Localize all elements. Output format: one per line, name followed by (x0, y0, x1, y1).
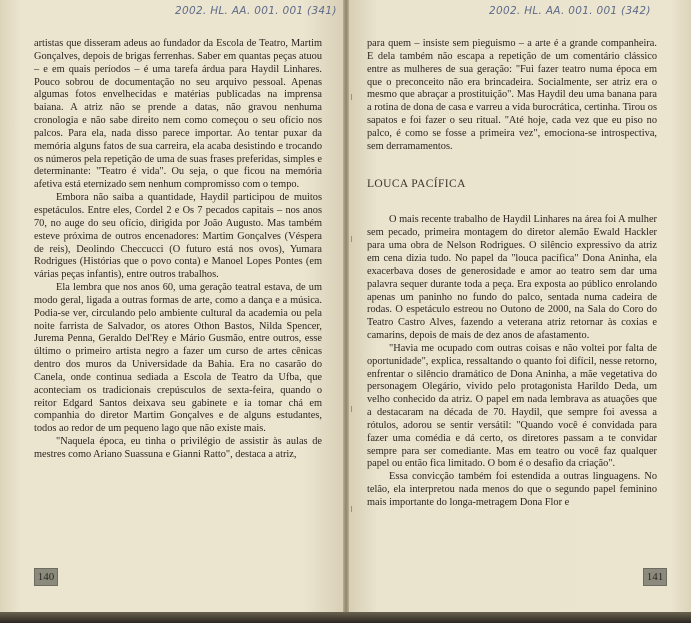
book-gutter (343, 0, 349, 616)
page-number-left: 140 (34, 568, 58, 586)
page-bottom-edge (0, 612, 691, 623)
paragraph: para quem – insiste sem pieguismo – a arte é a grande companheira. E dela também não escapa a repetição de um comentário clássico entre as mulheres de sua geração: "Fui fazer teatro numa época em que o preconceito não era brincadeira. Socialmente, ser atriz era o mesmo que abraçar a prostituição". Mas Haydil deu uma banana para a rotina de dona de casa e varreu a vida burocrática, certinha. Tirou os sapatos e foi fazer o seu ritual. "Até hoje, cada vez que eu piso no palco, é como se fosse a primeira vez", emociona-se introspectiva, sem derramamentos. (367, 38, 657, 152)
pencil-mark (351, 94, 352, 100)
archive-code-right: 2002. HL. AA. 001. 001 (342) (489, 5, 651, 17)
pencil-mark (351, 236, 352, 242)
paragraph: Embora não saiba a quantidade, Haydil participou de muitos espetáculos. Entre eles, Cordel 2 e Os 7 pecados capitais – nos anos 70, no auge do seu ofício, dirigida por João Augusto. Mas também esteve próxima de outros encenadores: Martim Gonçalves (Véspera de reis), Deolindo Checcucci (O futuro está nos ovos), Yumara Rodrigues (Histórias que o povo conta) e Manoel Lopes Pontes (em várias peças infantis), entre outros trabalhos. (34, 192, 322, 281)
paragraph: Ela lembra que nos anos 60, uma geração teatral estava, de um modo geral, ligada a outras formas de arte, como a dança e a música. Podia-se ver, circulando pelo ambiente cultural da academia ou pela noite farrista de Salvador, os atores Othon Bastos, Nilda Spencer, Jurema Penna, Geraldo Del'Rey e Mário Gusmão, entre outros, esse último o primeiro artista negro a fazer um curso de artes cênicas dentro dos muros da Universidade da Bahia. Era no casarão do Canela, onde continua sediada a Escola de Teatro da Ufba, que aconteciam os tradicionais crepúsculos de sexta-feira, quando o reitor Edgard Santos deixava seu gabinete e ia tomar chá em companhia do diretor Martim Gonçalves e de alguns estudantes, todos ao redor de um pequeno lago que não existe mais. (34, 282, 322, 435)
right-page-text (367, 38, 657, 510)
paragraph: "Naquela época, eu tinha o privilégio de assistir às aulas de mestres como Ariano Suassuna e Gianni Ratto", destaca a atriz, (34, 436, 322, 460)
page-number-right: 141 (643, 568, 667, 586)
right-page (347, 0, 691, 616)
left-page (0, 0, 345, 616)
section-title: LOUCA PACÍFICA (367, 177, 466, 190)
archive-code-left: 2002. HL. AA. 001. 001 (341) (175, 5, 337, 17)
pencil-mark (351, 506, 352, 512)
paragraph: Essa convicção também foi estendida a outras linguagens. No telão, ela interpretou nada menos do que o segundo papel feminino mais importante do longa-metragem Dona Flor e (367, 471, 657, 508)
pencil-mark (351, 406, 352, 412)
left-page-text (34, 38, 322, 462)
paragraph: O mais recente trabalho de Haydil Linhares na área foi A mulher sem pecado, primeira montagem do diretor alemão Ewald Hackler para uma obra de Nelson Rodrigues. O silêncio expressivo da atriz em cena dizia tudo. No papel da "louca pacífica" Dona Aninha, ela exacerbava doses de generosidade e amor ao teatro sem dar uma palavra sequer durante toda a peça. Era exposta ao público enrolando apenas um paninho no fundo do palco, sentada numa cadeira de rodas. O espetáculo estreou no Outono de 2000, na Sala do Coro do Teatro Castro Alves, fazendo a veterana atriz retornar às coxias e camarins, depois de mais de dez anos de afastamento. (367, 214, 657, 342)
paragraph: "Havia me ocupado com outras coisas e não voltei por falta de oportunidade", explica, ressaltando o quanto foi difícil, nesse retorno, enfrentar o silêncio dramático de Dona Aninha, a mãe vegetativa do personagem Olegário, vivido pelo protagonista Harildo Deda, um velho conhecido da atriz. O papel em nada lembrava as atuações que a destacaram na década de 70. Haydil, que sempre foi avessa a rótulos, adorou se sentir versátil: "Quando você é convidada para fazer uma comédia e dá certo, os diretores passam a te convidar sempre para ser comediante. Mas em teatro ou você faz qualquer papel ou então fica limitado. O bom é o desafio da criação". (367, 342, 657, 470)
paragraph: artistas que disseram adeus ao fundador da Escola de Teatro, Martim Gonçalves, depois de brigas ferrenhas. Saber em quantas peças atuou – e em quais períodos – é uma tarefa árdua para Haydil Linhares. Pouco sobrou de documentação no seu arquivo pessoal. Apenas algumas fotos envelhecidas e matérias publicadas na imprensa baiana. A atriz não se prende a datas, não gravou nenhuma cronologia e não sabe direito nem como começou o seu ofício nos palcos. Para ela, nada disso parece importar. Ao tentar puxar da memória alguns fatos de sua carreira, ela acaba desistindo e trocando os números pela repetição de uma de suas frases preferidas, simples e determinante: "Teatro é vida". Ou seja, o que ficou na memória afetiva está eternizado sem nenhum compromisso com o tempo. (34, 38, 322, 191)
